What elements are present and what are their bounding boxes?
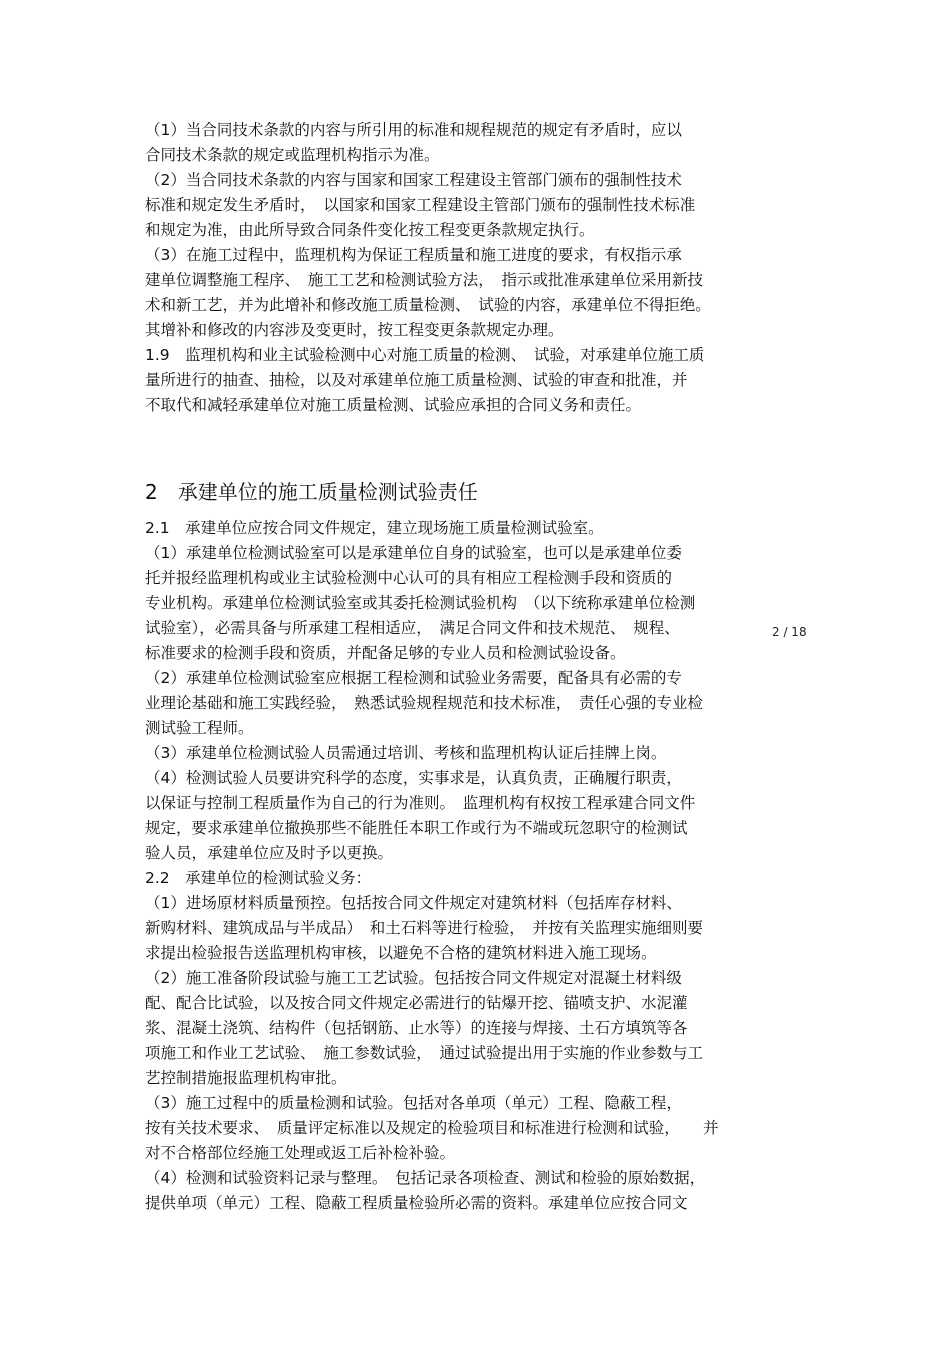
text-line: （3）施工过程中的质量检测和试验。包括对各单项（单元）工程、隐蔽工程， <box>145 1094 682 1112</box>
text-line: 艺控制措施报监理机构审批。 <box>145 1069 347 1087</box>
text-line: 建单位调整施工程序、 施工工艺和检测试验方法， 指示或批准承建单位采用新技 <box>145 271 704 289</box>
text-line: 测试验工程师。 <box>145 719 254 737</box>
text-line: 合同技术条款的规定或监理机构指示为准。 <box>145 146 440 164</box>
text-line: 专业机构。承建单位检测试验室或其委托检测试验机构 （以下统称承建单位检测 <box>145 594 696 612</box>
text-line: （1）承建单位检测试验室可以是承建单位自身的试验室，也可以是承建单位委 <box>145 544 682 562</box>
text-line: 量所进行的抽查、抽检，以及对承建单位施工质量检测、试验的审查和批准，并 <box>145 371 688 389</box>
text-line: 规定，要求承建单位撤换那些不能胜任本职工作或行为不端或玩忽职守的检测试 <box>145 819 688 837</box>
text-line: （1）进场原材料质量预控。包括按合同文件规定对建筑材料（包括库存材料、 <box>145 894 682 912</box>
text-line: （3）承建单位检测试验人员需通过培训、考核和监理机构认证后挂牌上岗。 <box>145 744 667 762</box>
text-line: 和规定为准，由此所导致合同条件变化按工程变更条款规定执行。 <box>145 221 595 239</box>
page-number: 2 / 18 <box>772 625 807 639</box>
text-line: 按有关技术要求、 质量评定标准以及规定的检验项目和标准进行检测和试验， 并 <box>145 1119 719 1137</box>
text-line: （4）检测试验人员要讲究科学的态度，实事求是，认真负责，正确履行职责， <box>145 769 682 787</box>
text-line: 试验室），必需具备与所承建工程相适应， 满足合同文件和技术规范、 规程、 <box>145 619 680 637</box>
text-line: 新购材料、建筑成品与半成品） 和土石料等进行检验， 并按有关监理实施细则要 <box>145 919 704 937</box>
text-line: 浆、混凝土浇筑、结构件（包括钢筋、止水等）的连接与焊接、土石方填筑等各 <box>145 1019 688 1037</box>
text-line: 对不合格部位经施工处理或返工后补检补验。 <box>145 1144 456 1162</box>
text-line: （3）在施工过程中，监理机构为保证工程质量和施工进度的要求，有权指示承 <box>145 246 682 264</box>
text-line: （2）承建单位检测试验室应根据工程检测和试验业务需要，配备具有必需的专 <box>145 669 682 687</box>
text-line: 标准和规定发生矛盾时， 以国家和国家工程建设主管部门颁布的强制性技术标准 <box>145 196 696 214</box>
text-line: 其增补和修改的内容涉及变更时，按工程变更条款规定办理。 <box>145 321 564 339</box>
text-line: 验人员，承建单位应及时予以更换。 <box>145 844 394 862</box>
text-line: （2）当合同技术条款的内容与国家和国家工程建设主管部门颁布的强制性技术 <box>145 171 682 189</box>
text-line: 配、配合比试验，以及按合同文件规定必需进行的钻爆开挖、锚喷支护、水泥灌 <box>145 994 688 1012</box>
text-line: 2.1 承建单位应按合同文件规定，建立现场施工质量检测试验室。 <box>145 519 604 537</box>
text-line: 求提出检验报告送监理机构审核，以避免不合格的建筑材料进入施工现场。 <box>145 944 657 962</box>
text-line: 不取代和减轻承建单位对施工质量检测、试验应承担的合同义务和责任。 <box>145 396 642 414</box>
section-heading: 2 承建单位的施工质量检测试验责任 <box>145 480 478 504</box>
text-line: 以保证与控制工程质量作为自己的行为准则。 监理机构有权按工程承建合同文件 <box>145 794 696 812</box>
text-line: 1.9 监理机构和业主试验检测中心对施工质量的检测、 试验，对承建单位施工质 <box>145 346 705 364</box>
text-line: 项施工和作业工艺试验、 施工参数试验， 通过试验提出用于实施的作业参数与工 <box>145 1044 704 1062</box>
text-line: 标准要求的检测手段和资质，并配备足够的专业人员和检测试验设备。 <box>145 644 626 662</box>
text-line: （1）当合同技术条款的内容与所引用的标准和规程规范的规定有矛盾时，应以 <box>145 121 682 139</box>
text-line: 术和新工艺，并为此增补和修改施工质量检测、 试验的内容，承建单位不得拒绝。 <box>145 296 711 314</box>
text-line: （4）检测和试验资料记录与整理。 包括记录各项检查、测试和检验的原始数据， <box>145 1169 706 1187</box>
text-line: 业理论基础和施工实践经验， 熟悉试验规程规范和技术标准， 责任心强的专业检 <box>145 694 704 712</box>
text-line: 2.2 承建单位的检测试验义务： <box>145 869 372 887</box>
text-line: 提供单项（单元）工程、隐蔽工程质量检验所必需的资料。承建单位应按合同文 <box>145 1194 688 1212</box>
text-line: 托并报经监理机构或业主试验检测中心认可的具有相应工程检测手段和资质的 <box>145 569 673 587</box>
text-line: （2）施工准备阶段试验与施工工艺试验。包括按合同文件规定对混凝土材料级 <box>145 969 682 987</box>
